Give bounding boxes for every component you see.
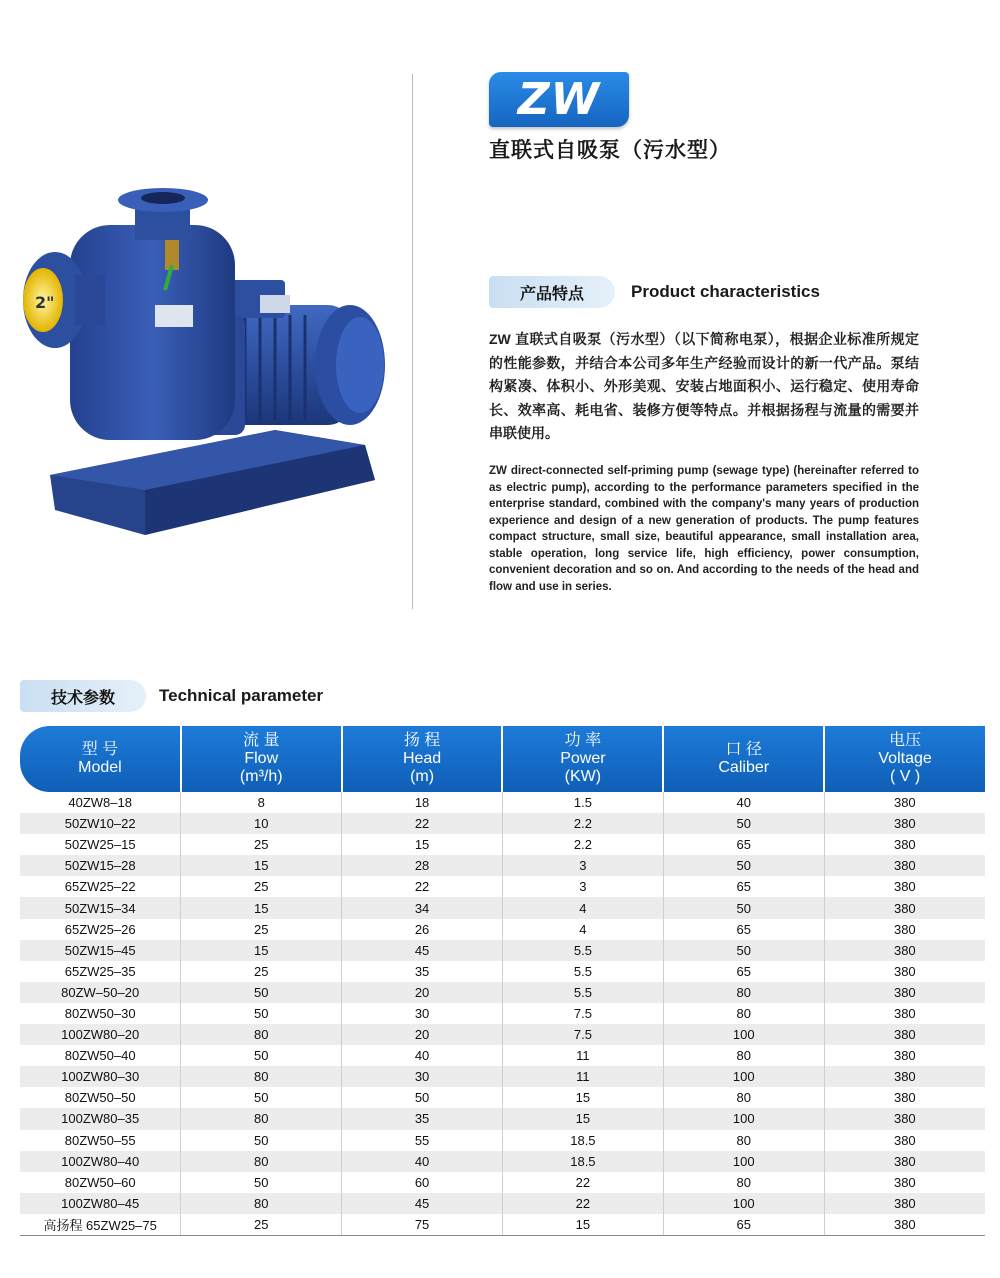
table-cell: 4 <box>502 897 663 918</box>
table-cell: 380 <box>893 879 916 895</box>
table-cell: 80 <box>181 1151 342 1172</box>
table-cell: 7.5 <box>502 1024 663 1045</box>
table-cell: 380 <box>824 1066 985 1087</box>
table-row <box>20 1214 985 1236</box>
table-cell: 380 <box>893 795 916 811</box>
table-cell: 30 <box>342 1003 503 1024</box>
table-cell: 2.2 <box>502 813 663 834</box>
table-cell: 45 <box>342 1193 503 1214</box>
table-cell: 22 <box>342 876 503 897</box>
table-cell: 65ZW25–22 <box>20 876 181 897</box>
table-cell: 65 <box>663 961 824 982</box>
col-flow: 流 量 Flow (m³/h) <box>181 726 342 792</box>
table-cell: 5.5 <box>502 961 663 982</box>
table-cell: 380 <box>893 1005 916 1021</box>
table-cell: 60 <box>342 1172 503 1193</box>
table-cell: 26 <box>342 919 503 940</box>
product-title: 直联式自吸泵（污水型） <box>489 139 731 162</box>
table-cell: 65 <box>663 919 824 940</box>
table-cell: 380 <box>893 921 916 937</box>
table-cell: 15 <box>181 897 342 918</box>
table-cell: 18.5 <box>502 1151 663 1172</box>
table-cell: 40 <box>342 1045 503 1066</box>
table-cell: 380 <box>824 813 985 834</box>
table-cell: 22 <box>502 1172 663 1193</box>
table-cell: 40 <box>342 1151 503 1172</box>
table-cell: 4 <box>502 919 663 940</box>
table-cell: 15 <box>181 855 342 876</box>
table-cell: 10 <box>181 813 342 834</box>
table-cell: 75 <box>342 1214 503 1236</box>
gauge-label: 2" <box>35 293 55 312</box>
table-cell: 80 <box>663 982 824 1003</box>
table-cell: 5.5 <box>502 982 663 1003</box>
table-cell: 100ZW80–40 <box>20 1151 181 1172</box>
table-row <box>20 1045 985 1066</box>
table-cell: 380 <box>893 837 916 853</box>
table-row <box>20 1172 985 1193</box>
table-cell: 80ZW50–30 <box>20 1003 181 1024</box>
table-cell: 80ZW50–60 <box>20 1172 181 1193</box>
table-row <box>20 1087 985 1108</box>
table-row <box>20 1193 985 1214</box>
table-cell: 5.5 <box>502 940 663 961</box>
description-en: ZW direct-connected self-priming pump (sewage type) (hereinafter referred to as electric pump), according to the performance parameters specified in the enterprise standard, combined with the company's many years of production experience and design of a new generation of products. The pump features compact structure, small size, beautiful appearance, small installation area, stable operation, long service life, high efficiency, power consumption, convenient decoration and so on. And according to the needs of the head and flow and use in series. <box>489 465 919 593</box>
table-cell: 15 <box>181 940 342 961</box>
table-row <box>20 1130 985 1151</box>
table-cell: 380 <box>824 982 985 1003</box>
table-cell: 34 <box>342 897 503 918</box>
table-cell: 15 <box>502 1087 663 1108</box>
table-cell: 1.5 <box>502 792 663 813</box>
table-cell: 380 <box>824 855 985 876</box>
table-row <box>20 792 985 813</box>
table-cell: 380 <box>824 1108 985 1129</box>
table-cell: 100ZW80–20 <box>20 1024 181 1045</box>
table-cell: 80 <box>663 1130 824 1151</box>
table-cell: 50 <box>181 1003 342 1024</box>
col-head: 扬 程 Head (m) <box>342 726 503 792</box>
table-cell: 35 <box>342 1108 503 1129</box>
table-cell: 100 <box>663 1024 824 1045</box>
table-cell: 65 <box>663 1214 824 1236</box>
table-row <box>20 1066 985 1087</box>
table-cell: 15 <box>502 1214 663 1236</box>
table-cell: 25 <box>181 961 342 982</box>
table-cell: 380 <box>824 1151 985 1172</box>
table-cell: 50ZW15–34 <box>20 897 181 918</box>
col-caliber: 口 径 Caliber <box>663 726 824 792</box>
table-row <box>20 1003 985 1024</box>
table-cell: 65ZW25–35 <box>20 961 181 982</box>
table-cell: 380 <box>893 963 916 979</box>
table-cell: 100ZW80–30 <box>20 1066 181 1087</box>
table-cell: 50 <box>181 1045 342 1066</box>
table-row <box>20 940 985 961</box>
pump-image <box>15 180 390 540</box>
characteristics-label: 产品特点 <box>489 276 615 308</box>
table-cell: 22 <box>502 1193 663 1214</box>
table-cell: 65ZW25–26 <box>20 919 181 940</box>
table-cell: 100 <box>663 1151 824 1172</box>
table-cell: 15 <box>342 834 503 855</box>
table-cell: 15 <box>502 1108 663 1129</box>
table-cell: 80 <box>181 1108 342 1129</box>
table-cell: 80 <box>663 1003 824 1024</box>
table-cell: 45 <box>342 940 503 961</box>
table-cell: 50 <box>342 1087 503 1108</box>
table-row <box>20 834 985 855</box>
table-cell: 7.5 <box>502 1003 663 1024</box>
table-cell: 11 <box>502 1045 663 1066</box>
description-zh: ZW 直联式自吸泵（污水型）（以下简称电泵），根据企业标准所规定的性能参数，并结合本公司多年生产经验而设计的新一代产品。泵结构紧凑、体积小、外形美观、安装占地面积小、运行稳定、使用寿命长、效率高、耗电省、装修方便等特点。并根据扬程与流量的需要并串联使用。 <box>489 331 919 441</box>
table-cell: 80 <box>663 1172 824 1193</box>
table-cell: 20 <box>342 1024 503 1045</box>
table-cell: 380 <box>893 1048 916 1064</box>
table-cell: 80ZW50–55 <box>20 1130 181 1151</box>
table-cell: 100 <box>663 1066 824 1087</box>
table-cell: 100ZW80–35 <box>20 1108 181 1129</box>
table-cell: 8 <box>181 792 342 813</box>
table-row <box>20 982 985 1003</box>
table-cell: 80 <box>181 1066 342 1087</box>
table-cell: 40ZW8–18 <box>20 792 181 813</box>
table-cell: 100 <box>663 1193 824 1214</box>
table-row <box>20 855 985 876</box>
table-row <box>20 813 985 834</box>
table-cell: 50 <box>663 813 824 834</box>
table-cell: 100 <box>663 1108 824 1129</box>
table-cell: 30 <box>342 1066 503 1087</box>
table-cell: 100ZW80–45 <box>20 1193 181 1214</box>
table-cell: 18 <box>342 792 503 813</box>
table-cell: 25 <box>181 1214 342 1236</box>
table-cell: 50 <box>663 897 824 918</box>
table-cell: 380 <box>893 1174 916 1190</box>
table-cell: 20 <box>342 982 503 1003</box>
table-cell: 380 <box>824 1024 985 1045</box>
table-cell: 25 <box>181 834 342 855</box>
table-cell: 50 <box>181 1172 342 1193</box>
table-row <box>20 897 985 918</box>
col-power: 功 率 Power (KW) <box>502 726 663 792</box>
table-cell: 380 <box>893 1090 916 1106</box>
table-cell: 50ZW15–45 <box>20 940 181 961</box>
table-cell: 2.2 <box>502 834 663 855</box>
zw-logo <box>489 72 629 127</box>
table-row <box>20 876 985 897</box>
table-cell: 50 <box>181 982 342 1003</box>
technical-title-en: Technical parameter <box>159 686 324 705</box>
table-cell: 380 <box>824 1193 985 1214</box>
technical-label: 技术参数 <box>20 680 146 712</box>
table-cell: 3 <box>502 876 663 897</box>
table-cell: 50 <box>663 855 824 876</box>
table-cell: 80 <box>663 1087 824 1108</box>
table-cell: 50ZW15–28 <box>20 855 181 876</box>
table-cell: 380 <box>893 1132 916 1148</box>
table-cell: 80 <box>181 1024 342 1045</box>
table-cell: 25 <box>181 876 342 897</box>
table-cell: 50 <box>181 1087 342 1108</box>
table-cell: 25 <box>181 919 342 940</box>
table-cell: 380 <box>824 940 985 961</box>
table-cell: 高扬程 65ZW25–75 <box>20 1214 181 1236</box>
table-cell: 50 <box>181 1130 342 1151</box>
table-cell: 40 <box>663 792 824 813</box>
logo-text: ZW <box>517 74 601 125</box>
vertical-divider <box>412 74 413 609</box>
table-cell: 380 <box>824 897 985 918</box>
table-row <box>20 1024 985 1045</box>
table-cell: 11 <box>502 1066 663 1087</box>
table-cell: 18.5 <box>502 1130 663 1151</box>
table-header-row <box>20 726 985 792</box>
table-cell: 3 <box>502 855 663 876</box>
table-cell: 50ZW25–15 <box>20 834 181 855</box>
table-cell: 65 <box>663 834 824 855</box>
table-cell: 380 <box>824 1214 985 1236</box>
table-cell: 80ZW50–50 <box>20 1087 181 1108</box>
col-model: 型 号 Model <box>20 726 181 792</box>
table-cell: 22 <box>342 813 503 834</box>
table-row <box>20 919 985 940</box>
table-cell: 80 <box>181 1193 342 1214</box>
spec-table <box>20 726 985 1236</box>
table-cell: 80 <box>663 1045 824 1066</box>
table-row <box>20 1151 985 1172</box>
table-cell: 80ZW–50–20 <box>20 982 181 1003</box>
characteristics-title-en: Product characteristics <box>631 282 820 301</box>
table-cell: 50ZW10–22 <box>20 813 181 834</box>
table-cell: 65 <box>663 876 824 897</box>
table-row <box>20 961 985 982</box>
table-cell: 50 <box>663 940 824 961</box>
table-row <box>20 1108 985 1129</box>
table-cell: 55 <box>342 1130 503 1151</box>
table-cell: 35 <box>342 961 503 982</box>
col-voltage: 电压 Voltage ( V ) <box>824 726 985 792</box>
table-cell: 28 <box>342 855 503 876</box>
table-cell: 80ZW50–40 <box>20 1045 181 1066</box>
